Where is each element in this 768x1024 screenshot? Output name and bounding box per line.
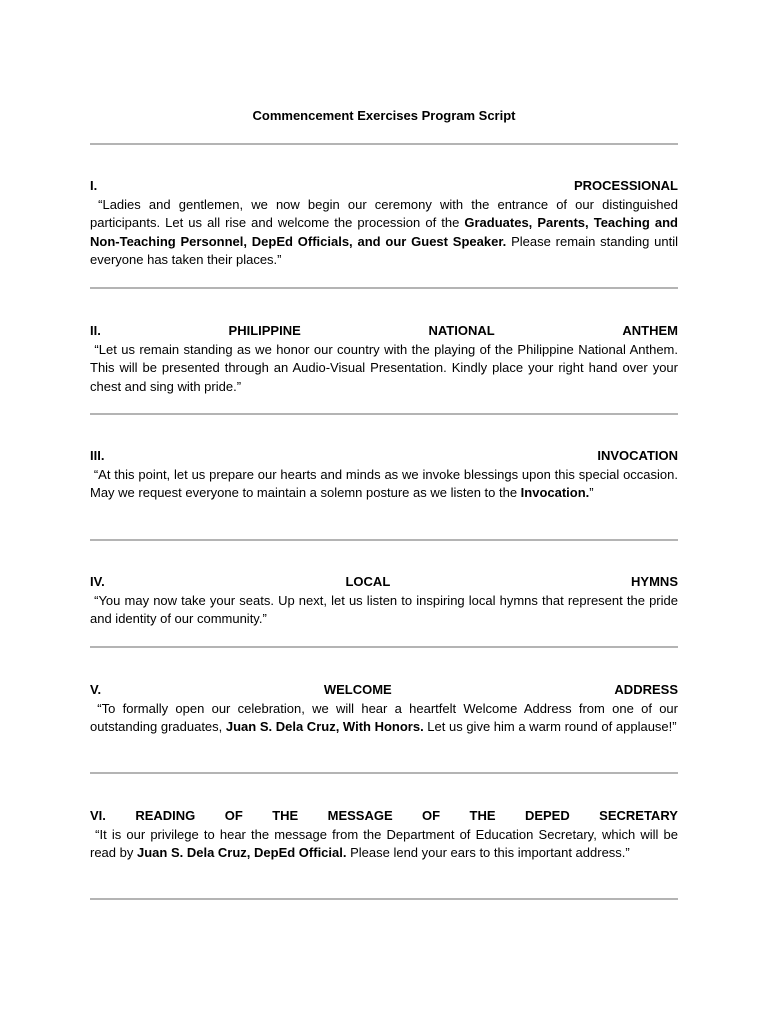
divider-rule xyxy=(90,413,678,415)
heading-word: OF xyxy=(224,808,243,823)
bold-text: Graduates, Parents, Teaching and Non-Teaching Personnel, DepEd Officials, and our Guest Speaker. xyxy=(90,215,678,249)
bold-text: Invocation. xyxy=(520,485,590,500)
divider-rule xyxy=(90,646,678,648)
bold-text: Juan S. Dela Cruz, With Honors. xyxy=(225,719,424,734)
heading-word: MESSAGE xyxy=(327,808,393,823)
section-national-anthem xyxy=(90,322,678,396)
section-body xyxy=(90,466,678,503)
divider-rule xyxy=(90,143,678,145)
divider-rule xyxy=(90,772,678,774)
divider-rule xyxy=(90,898,678,900)
document-title: Commencement Exercises Program Script xyxy=(252,108,516,123)
heading-word: I. xyxy=(90,178,98,193)
section-heading xyxy=(90,447,678,466)
text-run: “At this point, let us prepare our hearts and minds as we invoke blessings upon this special occasion. May we request everyone to maintain a solemn posture as we listen to the xyxy=(90,466,678,500)
section-processional xyxy=(90,177,678,270)
section-local-hymns xyxy=(90,573,678,629)
section-heading xyxy=(90,322,678,341)
heading-word: IV. xyxy=(90,574,105,589)
divider-rule xyxy=(90,539,678,541)
heading-word: V. xyxy=(90,682,102,697)
heading-word: DEPED xyxy=(524,808,570,823)
section-heading xyxy=(90,681,678,700)
text-run: Please remain standing until everyone has taken their places.” xyxy=(90,233,678,267)
section-invocation xyxy=(90,447,678,503)
heading-word: VI. xyxy=(90,808,106,823)
heading-word: NATIONAL xyxy=(428,323,495,338)
text-run: Please lend your ears to this important address.” xyxy=(346,845,630,860)
section-heading xyxy=(90,573,678,592)
heading-word: LOCAL xyxy=(345,574,391,589)
heading-word: READING xyxy=(135,808,196,823)
text-run: Let us give him a warm round of applause!” xyxy=(423,719,677,734)
heading-word: ANTHEM xyxy=(622,323,678,338)
text-run: ” xyxy=(589,485,594,500)
section-body xyxy=(90,196,678,270)
text-run: “To formally open our celebration, we will hear a heartfelt Welcome Address from one of our outstanding graduates, xyxy=(90,700,678,734)
section-body xyxy=(90,592,678,629)
heading-word: PROCESSIONAL xyxy=(573,178,678,193)
heading-word: HYMNS xyxy=(631,574,678,589)
divider-rule xyxy=(90,287,678,289)
heading-word: THE xyxy=(469,808,496,823)
text-run: “Let us remain standing as we honor our country with the playing of the Philippine National Anthem. This will be presented through an Audio-Visual Presentation. Kindly place your right hand over your chest and sing with pride.” xyxy=(90,341,678,394)
heading-word: PHILIPPINE xyxy=(228,323,301,338)
section-welcome-address xyxy=(90,681,678,737)
heading-word: INVOCATION xyxy=(597,448,678,463)
text-run: “Ladies and gentlemen, we now begin our ceremony with the entrance of our distinguished participants. Let us all rise and welcome the procession of the xyxy=(90,196,678,230)
section-deped-secretary-message xyxy=(90,807,678,863)
section-body xyxy=(90,826,678,863)
heading-word: THE xyxy=(272,808,299,823)
heading-word: ADDRESS xyxy=(614,682,678,697)
heading-word: III. xyxy=(90,448,105,463)
heading-word: SECRETARY xyxy=(599,808,678,823)
text-run: “You may now take your seats. Up next, let us listen to inspiring local hymns that represent the pride and identity of our community.” xyxy=(90,592,678,626)
section-heading xyxy=(90,177,678,196)
bold-text: Juan S. Dela Cruz, DepEd Official. xyxy=(136,845,347,860)
section-body xyxy=(90,341,678,397)
heading-word: WELCOME xyxy=(323,682,392,697)
section-heading xyxy=(90,807,678,826)
heading-word: II. xyxy=(90,323,101,338)
heading-word: OF xyxy=(422,808,441,823)
section-body xyxy=(90,700,678,737)
text-run: “It is our privilege to hear the message from the Department of Education Secretary, which will be read by xyxy=(90,826,678,860)
